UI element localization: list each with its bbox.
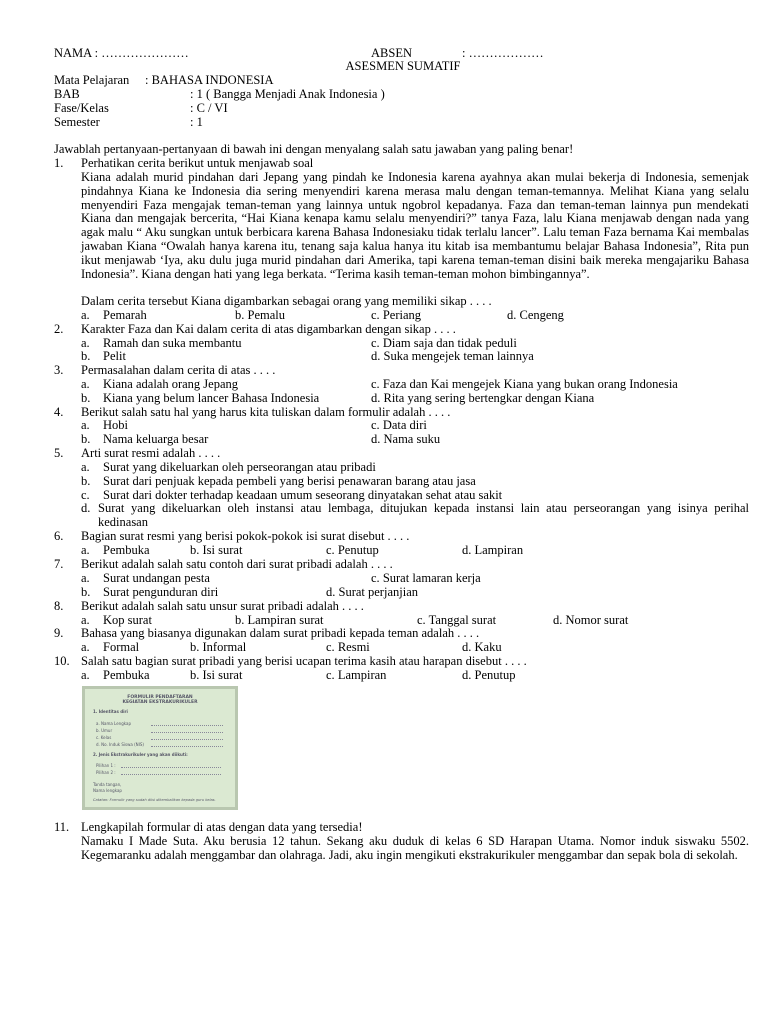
meta-label-semester: Semester bbox=[54, 115, 100, 129]
option-d[interactable]: Surat yang dikeluarkan oleh instansi atau lembaga, ditujukan kepada instansi lain atau perseorangan yang isinya perihal kedinasan bbox=[98, 501, 749, 529]
question-text: Berikut salah satu hal yang harus kita tuliskan dalam formulir adalah . . . . bbox=[81, 405, 451, 419]
option-d[interactable]: d. Suka mengejek teman lainnya bbox=[371, 349, 534, 363]
question-text: Berikut adalah salah satu unsur surat pribadi adalah . . . . bbox=[81, 599, 364, 613]
option-c[interactable]: c. Resmi bbox=[326, 640, 370, 654]
question-text: Arti surat resmi adalah . . . . bbox=[81, 446, 221, 460]
form-field-line bbox=[121, 771, 221, 775]
meta-value-class: : C / VI bbox=[190, 101, 228, 115]
option-b[interactable]: b. Pelit bbox=[81, 349, 126, 363]
option-a[interactable]: a. Surat undangan pesta bbox=[81, 571, 210, 585]
option-a[interactable]: a. Surat yang dikeluarkan oleh perseorangan atau pribadi bbox=[81, 460, 376, 474]
question-number: 10. bbox=[54, 654, 70, 668]
question-text: Bahasa yang biasanya digunakan dalam surat pribadi kepada teman adalah . . . . bbox=[81, 626, 480, 640]
form-field-line bbox=[151, 736, 223, 740]
meta-value-semester: : 1 bbox=[190, 115, 203, 129]
option-c[interactable]: c. Tanggal surat bbox=[417, 613, 497, 627]
option-a[interactable]: a. Pemarah bbox=[81, 308, 147, 322]
option-d[interactable]: d. Rita yang sering bertengkar dengan Kiana bbox=[371, 391, 595, 405]
option-a[interactable]: a. Pembuka bbox=[81, 543, 150, 557]
registration-form-image bbox=[82, 686, 238, 810]
meta-value-subject: : BAHASA INDONESIA bbox=[145, 73, 274, 87]
option-c[interactable]: c. Penutup bbox=[326, 543, 379, 557]
option-b[interactable]: b. Isi surat bbox=[190, 543, 243, 557]
form-note: Catatan: Formulir yang sudah diisi dikembalikan kepada guru kelas. bbox=[93, 798, 216, 802]
option-d[interactable]: d. Lampiran bbox=[462, 543, 524, 557]
option-d[interactable]: d. Surat perjanjian bbox=[326, 585, 418, 599]
option-c[interactable]: c. Diam saja dan tidak peduli bbox=[371, 336, 517, 350]
option-b[interactable]: b. Surat dari penjuak kepada pembeli yang berisi penawaran barang atau jasa bbox=[81, 474, 476, 488]
option-c[interactable]: c. Periang bbox=[371, 308, 421, 322]
option-a[interactable]: a. Pembuka bbox=[81, 668, 150, 682]
instruction: Jawablah pertanyaan-pertanyaan di bawah ini dengan menyalang salah satu jawaban yang paling benar! bbox=[54, 142, 574, 156]
form-sign: Tanda tangan, bbox=[93, 782, 122, 787]
option-c[interactable]: c. Surat dari dokter terhadap keadaan umum seseorang dinyatakan sehat atau sakit bbox=[81, 488, 503, 502]
question-number: 4. bbox=[54, 405, 64, 419]
form-field-line bbox=[121, 764, 221, 768]
option-b[interactable]: b. Nama keluarga besar bbox=[81, 432, 209, 446]
option-c[interactable]: c. Lampiran bbox=[326, 668, 387, 682]
form-field-nis: d. No. Induk Siswa (NIS) bbox=[96, 742, 144, 747]
meta-value-bab: : 1 ( Bangga Menjadi Anak Indonesia ) bbox=[190, 87, 385, 101]
option-b[interactable]: b. Lampiran surat bbox=[235, 613, 324, 627]
question-text: Perhatikan cerita berikut untuk menjawab soal bbox=[81, 156, 314, 170]
form-subtitle: KEGIATAN EKSTRAKURIKULER bbox=[122, 700, 198, 705]
option-d[interactable]: d. Penutup bbox=[462, 668, 516, 682]
question-number: 7. bbox=[54, 557, 64, 571]
option-c[interactable]: c. Data diri bbox=[371, 418, 427, 432]
form-field-line bbox=[151, 743, 223, 747]
option-a[interactable]: a. Formal bbox=[81, 640, 140, 654]
option-d[interactable]: d. Kaku bbox=[462, 640, 502, 654]
question-text: Permasalahan dalam cerita di atas . . . . bbox=[81, 363, 276, 377]
page-title: ASESMEN SUMATIF bbox=[345, 59, 461, 73]
question-number: 6. bbox=[54, 529, 64, 543]
absen-value: : ……………… bbox=[462, 46, 544, 60]
option-b[interactable]: b. Isi surat bbox=[190, 668, 243, 682]
form-field-name: a. Nama Lengkap bbox=[96, 721, 131, 726]
question-text: Salah satu bagian surat pribadi yang berisi ucapan terima kasih atau harapan disebut . . . . bbox=[81, 654, 527, 668]
form-field-line bbox=[151, 722, 223, 726]
meta-label-class: Fase/Kelas bbox=[54, 101, 109, 115]
meta-label-bab: BAB bbox=[54, 87, 80, 101]
form-choice-1: Pilihan 1 : bbox=[96, 763, 116, 768]
form-section-1: 1. Identitas diri bbox=[93, 709, 128, 714]
option-a[interactable]: a. Hobi bbox=[81, 418, 128, 432]
question-text: Bagian surat resmi yang berisi pokok-pokok isi surat disebut . . . . bbox=[81, 529, 410, 543]
question-number: 9. bbox=[54, 626, 64, 640]
question-number: 3. bbox=[54, 363, 64, 377]
question-text: Berikut adalah salah satu contoh dari surat pribadi adalah . . . . bbox=[81, 557, 393, 571]
form-title: FORMULIR PENDAFTARAN bbox=[127, 695, 193, 700]
option-a[interactable]: a. Kiana adalah orang Jepang bbox=[81, 377, 239, 391]
option-c[interactable]: c. Surat lamaran kerja bbox=[371, 571, 481, 585]
option-d[interactable]: d. Nomor surat bbox=[553, 613, 629, 627]
option-b[interactable]: b. Pemalu bbox=[235, 308, 285, 322]
meta-label-subject: Mata Pelajaran bbox=[54, 73, 130, 87]
form-field-class: c. Kelas bbox=[96, 735, 112, 740]
question-text: Lengkapilah formular di atas dengan data yang tersedia! bbox=[81, 820, 363, 834]
question-text: Karakter Faza dan Kai dalam cerita di atas digambarkan dengan sikap . . . . bbox=[81, 322, 456, 336]
form-field-age: b. Umur bbox=[96, 728, 113, 733]
nama-field: NAMA : ………………… bbox=[54, 46, 189, 60]
option-a[interactable]: a. Kop surat bbox=[81, 613, 152, 627]
question-number: 5. bbox=[54, 446, 64, 460]
story-paragraph: Namaku I Made Suta. Aku berusia 12 tahun. Sekang aku duduk di kelas 6 SD Harapan Utama. Nomor induk siswaku 5502. Kegemaranku adalah menggambar dan olahraga. Jadi, aku ingin mengikuti ekstrakurikuler menggambar dan sepak bola di sekolah. bbox=[81, 834, 749, 862]
form-section-2: 2. Jenis Ekstrakurikuler yang akan diikuti: bbox=[93, 752, 188, 757]
option-b[interactable]: b. Informal bbox=[190, 640, 247, 654]
option-a[interactable]: a. Ramah dan suka membantu bbox=[81, 336, 242, 350]
form-sign-name: Nama lengkap bbox=[93, 788, 122, 793]
option-d[interactable]: d. Nama suku bbox=[371, 432, 441, 446]
option-c[interactable]: c. Faza dan Kai mengejek Kiana yang bukan orang Indonesia bbox=[371, 377, 678, 391]
question-number: 11. bbox=[54, 820, 70, 834]
form-field-line bbox=[151, 729, 223, 733]
question-number: 8. bbox=[54, 599, 64, 613]
form-choice-2: Pilihan 2 : bbox=[96, 770, 116, 775]
question-number: 1. bbox=[54, 156, 64, 170]
question-number: 2. bbox=[54, 322, 64, 336]
question-prompt: Dalam cerita tersebut Kiana digambarkan sebagai orang yang memiliki sikap . . . . bbox=[81, 294, 492, 308]
option-d[interactable]: d. Cengeng bbox=[507, 308, 564, 322]
option-d-letter[interactable]: d. bbox=[81, 501, 91, 515]
story-paragraph: Kiana adalah murid pindahan dari Jepang yang pindah ke Indonesia karena ayahnya akan mulai bekerja di Indonesia, semenjak pindahnya Kiana ke Indonesia dia sering menyendiri karena merasa malu dengan teman-temannya. Melihat Kiana yang selalu menyendiri Faza mengajak teman-teman yang lainnya untuk ngobrol kepadanya. Faza dan teman-teman lainnya pun mendekati Kiana dan mengajak bercerita, “Hai Kiana kenapa kamu selalu menyendiri?” tanya Faza, lalu Kiana menjawab dengan nada yang agak malu “ Aku sungkan untuk berbicara karena Bahasa Indonesiaku tidak terlalu lancer”. Lalu teman Faza bernama Kai membalas jawaban Kiana “Owalah hanya karena itu, tenang saja kalua hanya itu kitab isa membantumu belajar Bahasa Indonesia”, Rita pun ikut menjawab ‘Iya, aku dulu juga murid pindahan dari Amerika, tapi karena teman-teman disini baik mereka mengajariku Bahasa Indonesia”. Kiana dengan hati yang lega berkata. “Terima kasih teman-teman mohon bimbingannya”. bbox=[81, 170, 749, 281]
option-b[interactable]: b. Kiana yang belum lancer Bahasa Indonesia bbox=[81, 391, 320, 405]
option-b[interactable]: b. Surat pengunduran diri bbox=[81, 585, 219, 599]
absen-label: ABSEN bbox=[371, 46, 412, 60]
